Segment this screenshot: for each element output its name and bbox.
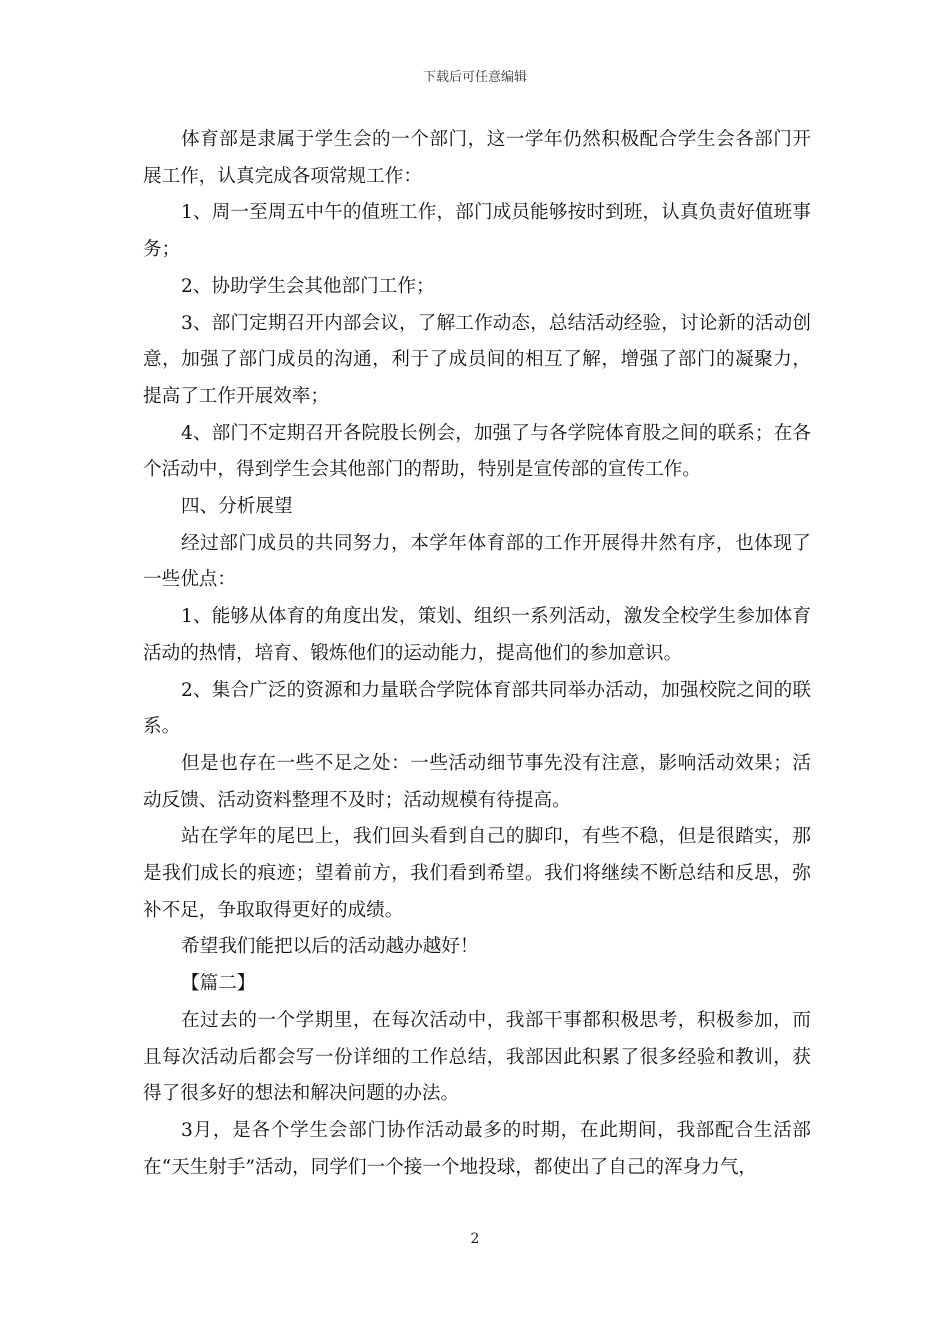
paragraph-march: 3月，是各个学生会部门协作活动最多的时期，在此期间，我部配合生活部在“天生射手”活动，同学们一个接一个地投球，都使出了自己的浑身力气， <box>143 1119 811 1178</box>
page-header: 下载后可任意编辑 <box>422 70 527 85</box>
paragraph-reflection: 站在学年的尾巴上，我们回头看到自己的脚印，有些不稳，但是很踏实，那是我们成长的痕迹；望着前方，我们看到希望。我们将继续不断总结和反思，弥补不足，争取取得更好的成绩。 <box>143 826 811 921</box>
paragraph-intro: 体育部是隶属于学生会的一个部门，这一学年仍然积极配合学生会各部门开展工作，认真完成各项常规工作： <box>143 129 811 187</box>
page-number: 2 <box>470 1231 480 1247</box>
paragraph-strengths-intro: 经过部门成员的共同努力，本学年体育部的工作开展得井然有序，也体现了一些优点： <box>143 532 811 591</box>
document-body <box>143 122 811 1186</box>
section-heading-part-two: 【篇二】 <box>181 973 256 995</box>
paragraph-hope: 希望我们能把以后的活动越办越好！ <box>181 936 479 958</box>
paragraph-item-2: 2、协助学生会其他部门工作； <box>181 275 435 297</box>
paragraph-strength-1: 1、能够从体育的角度出发，策划、组织一系列活动，激发全校学生参加体育活动的热情，培育、锻炼他们的运动能力，提高他们的参加意识。 <box>143 606 811 664</box>
paragraph-part-two-intro: 在过去的一个学期里，在每次活动中，我部干事都积极思考，积极参加，而且每次活动后都会写一份详细的工作总结，我部因此积累了很多经验和教训，获得了很多好的想法和解决问题的办法。 <box>143 1009 811 1105</box>
paragraph-shortcomings: 但是也存在一些不足之处：一些活动细节事先没有注意，影响活动效果；活动反馈、活动资料整理不及时；活动规模有待提高。 <box>143 752 811 811</box>
paragraph-item-1: 1、周一至周五中午的值班工作，部门成员能够按时到班，认真负责好值班事务； <box>143 202 811 261</box>
section-heading-analysis: 四、分析展望 <box>181 496 293 518</box>
paragraph-item-4: 4、部门不定期召开各院股长例会，加强了与各学院体育股之间的联系；在各个活动中，得到学生会其他部门的帮助，特别是宣传部的宣传工作。 <box>143 422 811 481</box>
paragraph-strength-2: 2、集合广泛的资源和力量联合学院体育部共同举办活动，加强校院之间的联系。 <box>143 679 811 738</box>
paragraph-item-3: 3、部门定期召开内部会议，了解工作动态，总结活动经验，讨论新的活动创意，加强了部门成员的沟通，利于了成员间的相互了解，增强了部门的凝聚力，提高了工作开展效率； <box>143 312 811 407</box>
